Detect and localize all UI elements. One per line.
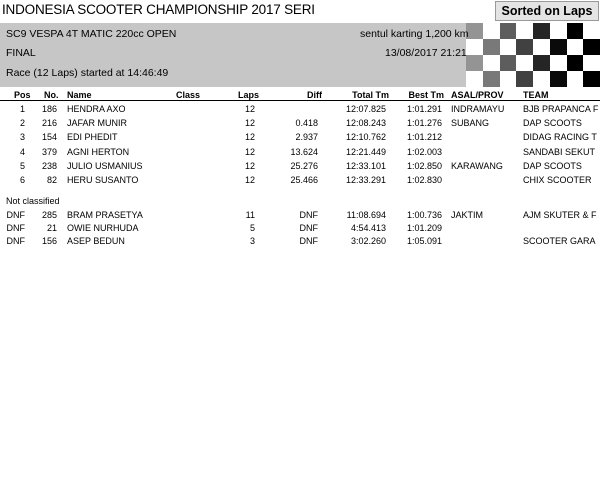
event-datetime: 13/08/2017 21:21 [385,47,467,59]
cell-team: SANDABI SEKUT [523,146,596,157]
cell-diff: DNF [299,223,318,233]
cell-name: JAFAR MUNIR [67,118,128,129]
checker-square [550,23,567,39]
cell-laps: 5 [249,223,255,233]
checker-square [516,23,533,39]
cell-laps: 12 [244,146,255,157]
checker-square [583,23,600,39]
cell-pos: DNF [6,236,25,246]
cell-total: 12:08.243 [345,118,386,129]
col-header-laps: Laps [237,90,259,100]
checker-square [533,23,550,39]
cell-no: 238 [41,160,57,171]
cell-laps: 3 [249,236,255,246]
cell-no: 379 [41,146,57,157]
checker-square [533,71,550,87]
cell-asal: SUBANG [451,118,490,129]
col-header-team: TEAM [523,90,549,100]
cell-diff: 13.624 [290,146,318,157]
cell-asal: INDRAMAYU [451,104,505,114]
cell-no: 186 [41,104,57,114]
checker-square [500,23,517,39]
col-header-total: Total Tm [352,90,389,100]
col-header-diff: Diff [307,90,322,100]
checker-square [466,71,483,87]
checker-square [500,71,517,87]
cell-name: JULIO USMANIUS [67,160,143,171]
cell-best: 1:01.209 [406,223,442,233]
checker-square [516,55,533,71]
cell-name: HERU SUSANTO [67,175,139,185]
cell-total: 12:33.101 [345,160,386,171]
cell-no: 21 [46,223,57,233]
cell-diff: 25.466 [290,175,318,185]
checker-square [500,39,517,55]
cell-total: 12:33.291 [345,175,386,185]
cell-pos: 2 [19,118,25,129]
checker-square [550,71,567,87]
checker-square [466,55,483,71]
cell-team: DIDAG RACING T [523,132,597,143]
cell-team: AJM SKUTER & F [523,210,597,220]
col-header-best: Best Tm [408,90,444,100]
cell-name: AGNI HERTON [67,146,130,157]
checker-square [583,71,600,87]
cell-name: ASEP BEDUN [67,236,125,246]
cell-total: 11:08.694 [346,210,386,220]
cell-best: 1:02.850 [406,160,442,171]
cell-laps: 11 [245,210,255,220]
not-classified-label: Not classified [6,196,60,206]
col-header-no: No. [44,90,59,100]
cell-pos: DNF [6,210,25,220]
cell-no: 285 [41,210,57,220]
checker-square [516,71,533,87]
checker-square [483,71,500,87]
cell-diff: 2.937 [295,132,318,143]
cell-diff: DNF [299,210,318,220]
cell-laps: 12 [244,118,255,129]
checker-square [583,55,600,71]
document-title: INDONESIA SCOOTER CHAMPIONSHIP 2017 SERI [2,2,315,17]
cell-no: 156 [41,236,57,246]
cell-total: 4:54.413 [350,223,386,233]
checker-square [567,39,584,55]
cell-name: HENDRA AXO [67,104,126,114]
cell-name: OWIE NURHUDA [67,223,139,233]
checker-square [516,39,533,55]
cell-team: CHIX SCOOTER [523,175,592,185]
cell-pos: 5 [19,160,25,171]
cell-asal: JAKTIM [451,210,484,220]
cell-diff: 0.418 [295,118,318,129]
checkered-flag-graphic [466,23,600,87]
sort-label-box: Sorted on Laps [495,1,599,21]
checker-square [567,55,584,71]
cell-name: EDI PHEDIT [67,132,118,143]
checker-square [550,39,567,55]
checker-square [567,23,584,39]
cell-no: 154 [41,132,57,143]
cell-diff: 25.276 [290,160,318,171]
cell-asal: KARAWANG [451,160,503,171]
checker-square [533,55,550,71]
cell-best: 1:02.003 [406,146,442,157]
cell-pos: DNF [6,223,25,233]
cell-laps: 12 [244,160,255,171]
event-session: FINAL [6,47,36,59]
cell-total: 12:10.762 [345,132,386,143]
cell-pos: 1 [19,104,25,114]
cell-team: DAP SCOOTS [523,160,582,171]
checker-square [550,55,567,71]
checker-square [466,39,483,55]
checker-square [567,71,584,87]
col-header-asal: ASAL/PROV [451,90,504,100]
cell-total: 12:21.449 [345,146,386,157]
cell-best: 1:01.276 [406,118,442,129]
checker-square [583,39,600,55]
col-header-class: Class [176,90,201,100]
cell-diff: DNF [299,236,318,246]
checker-square [500,55,517,71]
header-divider [0,100,600,101]
cell-laps: 12 [244,175,255,185]
cell-team: SCOOTER GARA [523,236,596,246]
col-header-pos: Pos [14,90,31,100]
checker-square [533,39,550,55]
cell-pos: 6 [19,175,25,185]
cell-team: BJB PRAPANCA F [523,104,598,114]
checker-square [483,55,500,71]
cell-best: 1:02.830 [406,175,442,185]
cell-no: 216 [41,118,57,129]
cell-best: 1:01.212 [406,132,442,143]
event-circuit: sentul karting 1,200 km [360,28,469,40]
cell-pos: 4 [19,146,25,157]
cell-team: DAP SCOOTS [523,118,582,129]
cell-no: 82 [46,175,57,185]
cell-best: 1:00.736 [406,210,442,220]
col-header-name: Name [67,90,92,100]
checker-square [483,23,500,39]
cell-pos: 3 [19,132,25,143]
cell-name: BRAM PRASETYA [67,210,143,220]
cell-laps: 12 [244,132,255,143]
cell-total: 12:07.825 [345,104,386,114]
cell-best: 1:05.091 [406,236,442,246]
race-info: Race (12 Laps) started at 14:46:49 [6,67,169,79]
cell-best: 1:01.291 [406,104,442,114]
checker-square [483,39,500,55]
cell-laps: 12 [244,104,255,114]
event-name: SC9 VESPA 4T MATIC 220cc OPEN [6,28,177,40]
cell-total: 3:02.260 [350,236,386,246]
